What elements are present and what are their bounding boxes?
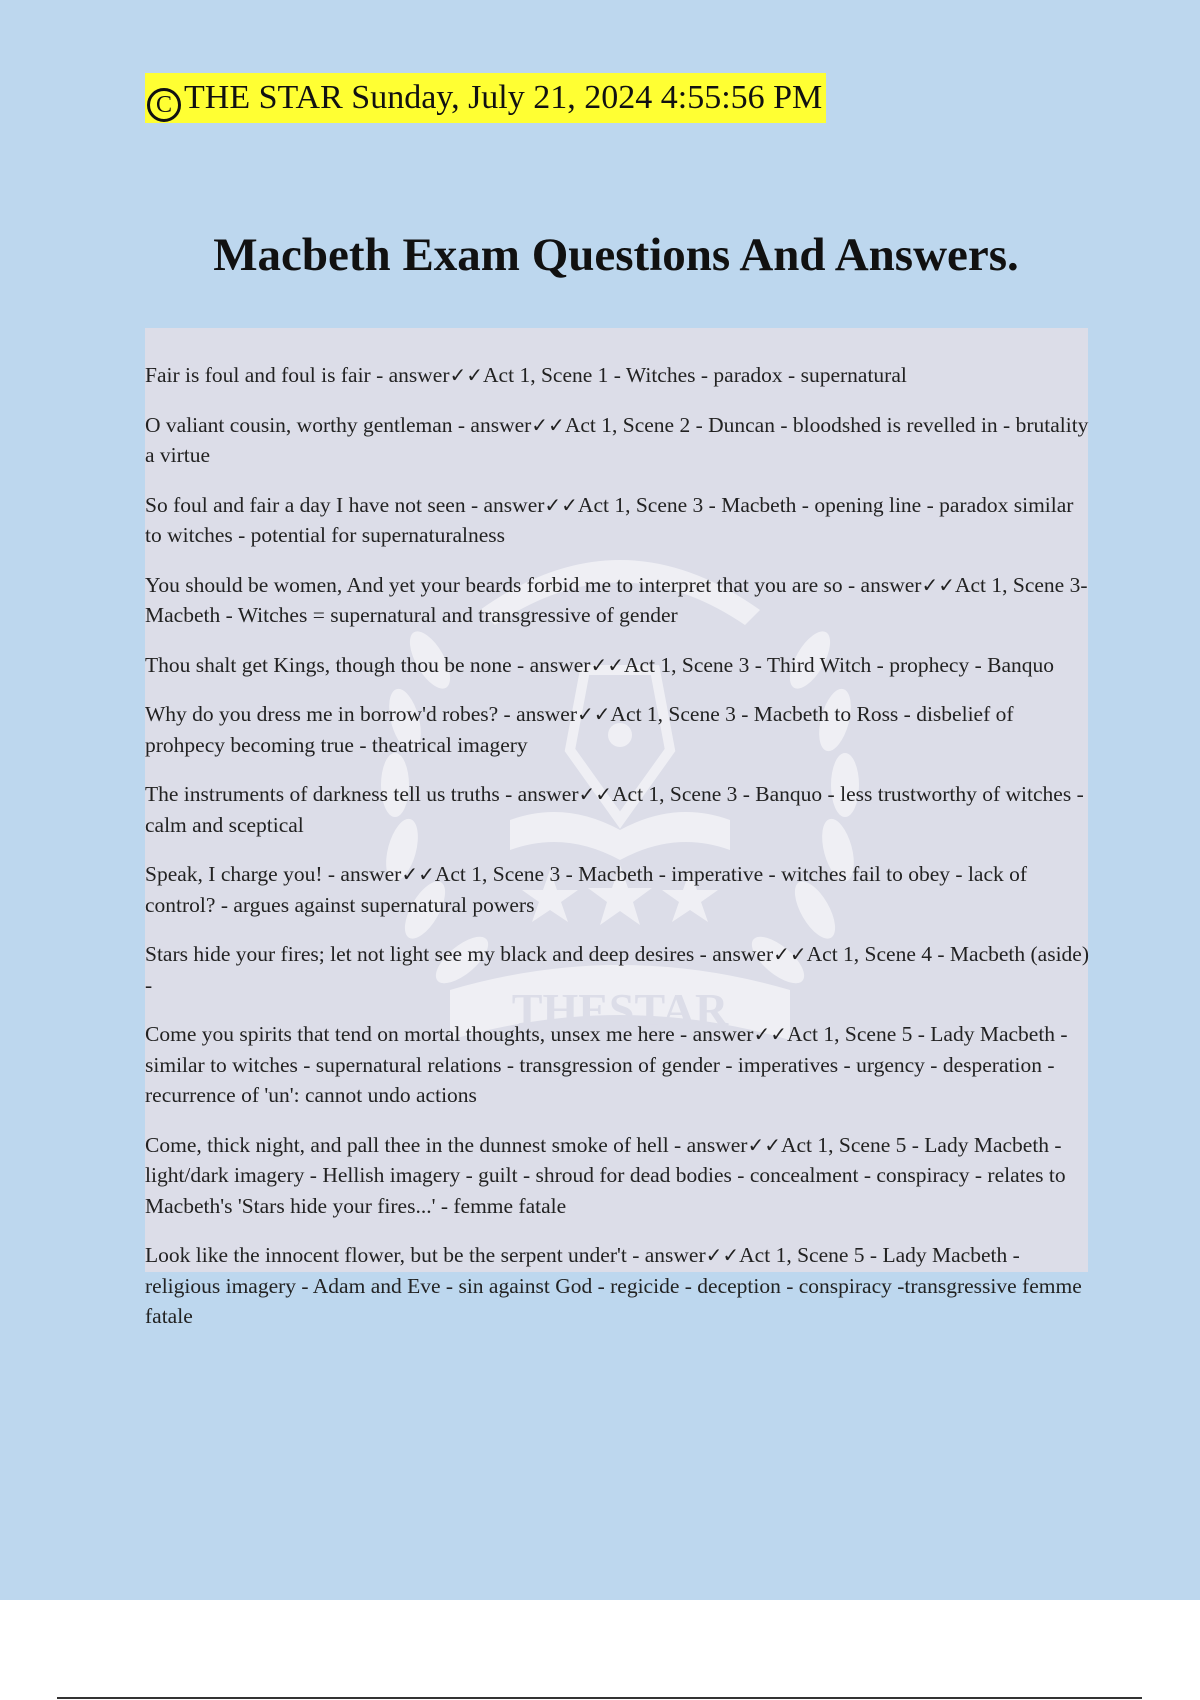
double-check-icon: ✓✓ (449, 363, 484, 387)
qa-item (145, 360, 1090, 391)
header-timestamp: Sunday, July 21, 2024 4:55:56 PM (351, 79, 823, 116)
double-check-icon: ✓✓ (921, 572, 955, 597)
copyright-header (145, 73, 826, 123)
double-check-icon: ✓✓ (544, 492, 578, 517)
double-check-icon: ✓✓ (753, 1022, 787, 1046)
qa-question: Look like the innocent flower, but be the serpent under't - answer (145, 1243, 706, 1267)
qa-question: Thou shalt get Kings, though thou be none - answer (145, 652, 591, 677)
qa-answer: Act 1, Scene 3 - Macbeth - imperative - witches fail to obey - lack of control? - argues against supernatural powers (145, 862, 1028, 917)
qa-answer: Act 1, Scene 2 - Duncan - bloodshed is revelled in - brutality a virtue (145, 412, 1089, 467)
footer-rule (57, 1697, 1142, 1699)
qa-answer: Act 1, Scene 4 - Macbeth (aside) - (145, 942, 1090, 997)
qa-item (145, 570, 1090, 631)
qa-answer: Act 1, Scene 5 - Lady Macbeth - similar to witches - supernatural relations - transgression of gender - imperatives - urgency - desperation - recurrence of 'un': cannot undo actions (145, 1022, 1068, 1107)
qa-item (145, 699, 1090, 760)
double-check-icon: ✓✓ (531, 412, 565, 437)
qa-answer: Act 1, Scene 3 - Macbeth to Ross - disbelief of prohpecy becoming true - theatrical imagery (145, 702, 1014, 757)
qa-item (145, 1240, 1090, 1332)
qa-question: Why do you dress me in borrow'd robes? - answer (145, 702, 577, 726)
double-check-icon: ✓✓ (590, 652, 624, 677)
qa-question: Stars hide your fires; let not light see my black and deep desires - answer (145, 942, 774, 966)
qa-answer: Act 1, Scene 3 - Macbeth - opening line - paradox similar to witches - potential for supernaturalness (145, 492, 1074, 547)
qa-item (145, 859, 1090, 920)
qa-answer: Act 1, Scene 1 - Witches - paradox - supernatural (483, 363, 907, 387)
double-check-icon: ✓✓ (401, 862, 435, 886)
double-check-icon: ✓✓ (578, 782, 613, 806)
document-title: Macbeth Exam Questions And Answers. (213, 229, 1019, 281)
publisher-name: THE STAR (184, 79, 343, 116)
double-check-icon: ✓✓ (773, 942, 807, 966)
qa-answer: Act 1, Scene 5 - Lady Macbeth - light/dark imagery - Hellish imagery - guilt - shroud for dead bodies - concealment - conspiracy - relates to Macbeth's 'Stars hide your fires...' - femme fatale (145, 1132, 1066, 1218)
qa-item (145, 939, 1090, 1000)
qa-answer: Act 1, Scene 3 - Banquo - less trustworthy of witches - calm and sceptical (145, 782, 1084, 837)
qa-item (145, 779, 1090, 840)
qa-answer: Act 1, Scene 3- Macbeth - Witches = supernatural and transgressive of gender (145, 572, 1088, 627)
qa-question: Fair is foul and foul is fair - answer (145, 363, 450, 387)
qa-question: The instruments of darkness tell us truths - answer (145, 782, 579, 806)
qa-item (145, 1019, 1090, 1111)
qa-question: So foul and fair a day I have not seen - answer (145, 492, 545, 517)
qa-question: Speak, I charge you! - answer (145, 862, 402, 886)
watermark-text: THESTAR (511, 984, 729, 1035)
qa-question: Come, thick night, and pall thee in the dunnest smoke of hell - answer (145, 1132, 748, 1157)
double-check-icon: ✓✓ (747, 1132, 781, 1157)
qa-item (145, 410, 1090, 471)
qa-answer: Act 1, Scene 3 - Third Witch - prophecy - Banquo (623, 652, 1054, 677)
double-check-icon: ✓✓ (576, 702, 611, 726)
qa-list (145, 360, 1090, 1351)
qa-question: Come you spirits that tend on mortal thoughts, unsex me here - answer (145, 1022, 754, 1046)
qa-item (145, 1130, 1090, 1222)
qa-question: You should be women, And yet your beards forbid me to interpret that you are so - answer (145, 572, 922, 597)
double-check-icon: ✓✓ (705, 1243, 740, 1267)
qa-item (145, 490, 1090, 551)
qa-item (145, 650, 1090, 681)
copyright-icon: C (147, 88, 181, 122)
qa-answer: Act 1, Scene 5 - Lady Macbeth - religious imagery - Adam and Eve - sin against God - regicide - deception - conspiracy -transgressive femme fatale (145, 1243, 1082, 1328)
qa-question: O valiant cousin, worthy gentleman - answer (145, 412, 532, 437)
